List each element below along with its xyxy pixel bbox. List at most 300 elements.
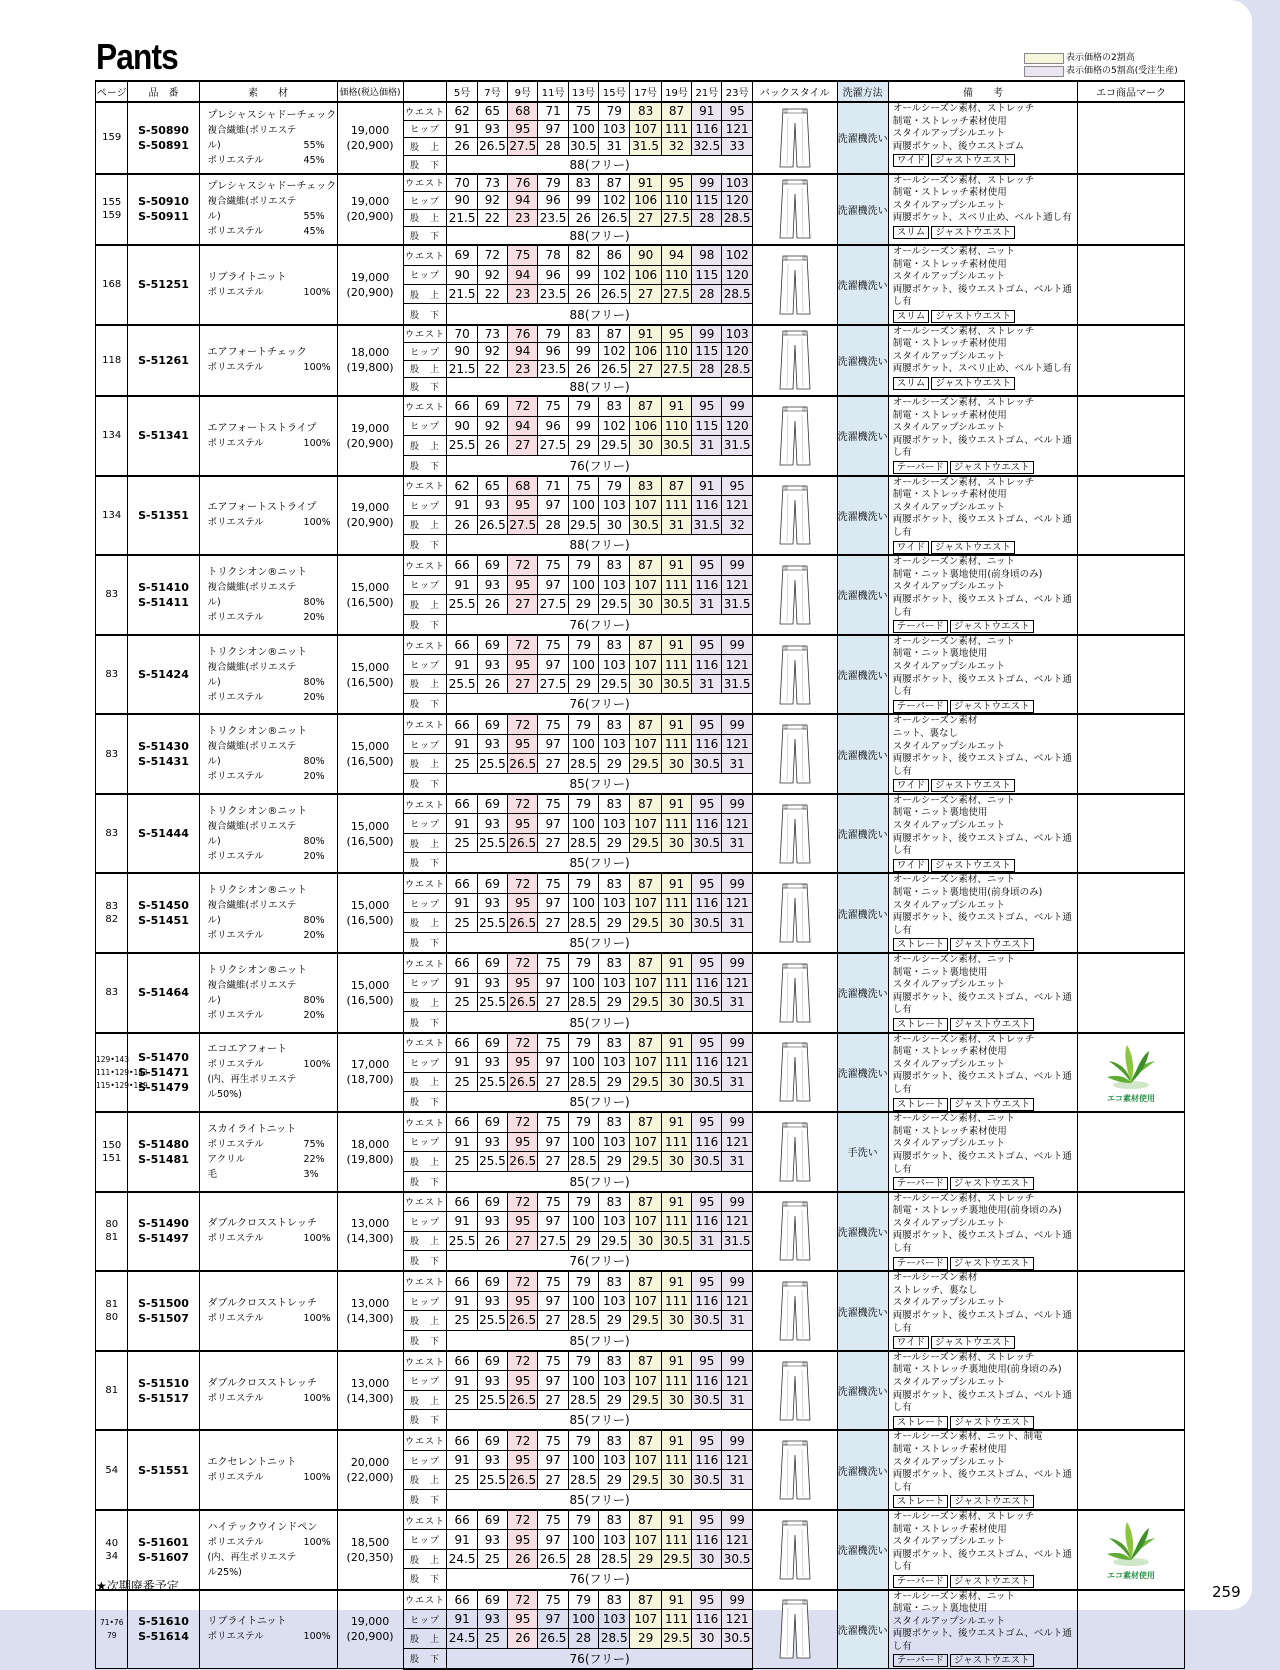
style-tag: ジャストウエスト [931,154,1015,167]
size-value: 115 [692,416,722,435]
style-tags [893,1256,1077,1271]
row-label: 股 下 [403,614,447,635]
size-value: 62 [447,102,477,120]
price-value: 15,000 [350,978,390,992]
size-value: 28.5 [722,284,752,303]
size-value: 102 [599,192,630,210]
size-value: 25.5 [447,595,477,614]
page-ref-value: 115•129•139 [96,1080,148,1090]
size-value: 83 [599,1271,630,1291]
size-value: 95 [661,325,691,343]
header-eco-mark: エコ商品マーク [1078,81,1185,102]
size-value: 69 [447,245,477,265]
page-ref [96,1112,128,1192]
size-value: 93 [477,1132,507,1151]
style-tag: ジャストウエスト [950,620,1034,633]
size-value: 75 [538,1192,568,1212]
size-value: 121 [722,1053,752,1072]
price-tax-included: (16,500) [346,595,394,609]
size-value: 107 [630,1609,661,1628]
row-label: 股 下 [403,853,447,874]
material-line [208,804,337,819]
size-value: 75 [508,245,538,265]
size-value: 26 [568,284,598,303]
material-line [208,819,337,849]
size-value: 95 [692,555,722,575]
material-name: トリクシオン®ニット [207,566,307,578]
size-value: 28 [692,360,722,378]
style-tags [893,540,1077,555]
price-tax-included: (20,900) [346,285,394,299]
style-tag: テーパード [893,1654,948,1667]
back-style-image [752,1590,837,1669]
price [337,1112,403,1192]
size-value: 116 [692,575,722,594]
remark-line: オールシーズン素材、ニット [892,1590,1016,1602]
remarks [888,174,1077,246]
size-value: 92 [477,265,507,284]
size-value: 29.5 [599,1231,630,1250]
remarks [888,953,1077,1033]
size-value: 99 [722,714,752,734]
size-value: 97 [538,1371,568,1390]
size-value: 103 [599,1291,630,1310]
size-value: 97 [538,1132,568,1151]
size-value: 102 [722,245,752,265]
price-tax-included: (16,500) [346,914,394,928]
inseam-value: 88(フリー) [447,155,752,174]
inseam-value: 76(フリー) [447,614,752,635]
size-value: 93 [477,1371,507,1390]
style-tags [893,858,1077,873]
material-name: 複合繊維(ポリエステル) [207,196,297,223]
size-value: 100 [568,1132,598,1151]
material [199,1590,337,1669]
size-value: 29 [599,1152,630,1171]
page-ref-value: 134 [102,509,122,521]
size-value: 121 [722,575,752,594]
size-value: 28 [568,1629,598,1648]
size-value: 110 [661,265,691,284]
row-label: 股 下 [403,455,447,476]
remark-line: オールシーズン素材 [892,715,978,727]
size-value: 87 [630,1351,661,1371]
size-value: 68 [508,102,538,120]
material-name: エアフォートストライプ [207,422,317,434]
style-tags [893,1097,1077,1112]
size-value: 72 [508,1351,538,1371]
size-value: 27.5 [663,210,690,225]
remark-line: 両腰ポケット、後ウエストゴム、ベルト通し有 [892,283,1072,308]
size-value: 100 [568,734,598,753]
table-row [96,953,1185,973]
remark-line: 両腰ポケット、後ウエストゴム [892,140,1025,152]
size-value: 27.5 [538,674,568,693]
size-value: 31 [722,1470,752,1489]
size-value: 99 [722,873,752,893]
pants-back-icon [777,484,813,546]
row-label: ヒップ [403,1053,447,1072]
size-value: 66 [447,1430,477,1450]
size-value: 91 [661,1590,691,1610]
back-style-image [752,396,837,476]
eco-mark [1078,1510,1185,1590]
wash-method: 洗濯機洗い [837,1192,888,1272]
price-value: 19,000 [350,1615,390,1629]
page-ref-value: 80 [105,1219,119,1231]
part-number-value: S-51464 [138,986,189,1000]
eco-mark [1078,1590,1185,1669]
size-value: 93 [477,496,507,515]
remark-line: 制電・ストレッチ素材使用 [892,489,1007,501]
size-value: 91 [447,1212,477,1231]
material [199,1033,337,1113]
page-ref [96,714,128,794]
size-value: 121 [722,973,752,992]
header-price: 価格(税込価格) [337,81,403,102]
inseam-value: 85(フリー) [447,853,752,874]
size-value: 91 [661,1271,691,1291]
size-value: 86 [599,245,630,265]
page-ref-value: 83 [105,748,119,760]
price [337,555,403,635]
size-value: 29 [599,1390,630,1409]
table-row [96,396,1185,416]
header-size-15: 15号 [599,81,630,102]
price-value: 15,000 [350,899,390,913]
size-value: 103 [599,1609,630,1628]
size-value: 103 [599,120,630,138]
part-number-value: S-51351 [138,508,189,522]
size-value: 32.5 [693,139,721,154]
row-label: ウエスト [403,102,447,120]
size-value: 100 [568,1450,598,1469]
price-tax-included: (19,800) [346,361,394,375]
size-value: 116 [692,814,722,833]
size-value: 83 [599,1192,630,1212]
remark-line: 両腰ポケット、後ウエストゴム、ベルト通し有 [892,991,1072,1016]
size-value: 111 [661,1530,691,1549]
part-number [128,325,199,397]
size-value: 29 [630,1549,661,1568]
size-value: 97 [538,575,568,594]
row-label: 股 下 [403,1012,447,1033]
pants-back-icon [777,644,813,706]
size-value: 69 [477,635,507,655]
size-value: 95 [508,1291,538,1310]
material-line [208,224,337,239]
size-value: 22 [477,209,507,227]
size-value: 93 [477,1053,507,1072]
remarks [888,396,1077,476]
price-tax-included: (20,350) [346,1550,394,1564]
material-percent: 100% [303,362,331,374]
price [337,953,403,1033]
back-style-image [752,245,837,325]
part-number-value: S-51507 [138,1312,189,1326]
remark-line: 両腰ポケット、後ウエストゴム、ベルト通し有 [892,514,1072,538]
size-value: 69 [477,714,507,734]
page-ref [96,794,128,874]
material [199,1430,337,1510]
size-value: 79 [568,1430,598,1450]
size-value: 29.5 [599,595,630,614]
row-label: ウエスト [403,1590,447,1610]
page-ref-value: 118 [102,354,122,366]
size-value: 30 [692,1549,722,1568]
size-value: 31 [722,754,752,773]
style-tags [893,376,1077,391]
material-name: ポリエステル [207,691,264,703]
size-value: 27.5 [538,1231,568,1250]
eco-mark [1078,1351,1185,1431]
remark-line: オールシーズン素材、ニット、制電 [892,1431,1043,1443]
size-value: 94 [508,192,538,210]
eco-mark [1078,245,1185,325]
material-name: プレシャスシャドーチェック [207,181,337,193]
material-percent: 45% [303,154,325,166]
material-name: ポリエステル [207,517,264,529]
size-value: 28.5 [568,1470,598,1489]
size-value: 121 [722,893,752,912]
part-number-value: S-50911 [138,210,189,224]
size-value: 83 [599,1033,630,1053]
size-value: 83 [599,953,630,973]
material-name: アクリル [207,1153,246,1165]
table-header-row [96,81,1185,102]
material-line [208,1614,337,1629]
size-value: 31.5 [722,436,752,455]
row-label: ヒップ [403,343,447,361]
material-percent: 100% [303,1233,331,1245]
row-label: ウエスト [403,1351,447,1371]
back-style-image [752,873,837,953]
style-tags [893,1494,1077,1509]
leaf-icon [1103,1518,1159,1568]
size-value: 25 [447,992,477,1011]
row-label: ヒップ [403,1371,447,1390]
size-value: 100 [568,496,598,515]
row-label: 股 下 [403,155,447,174]
price [337,245,403,325]
size-value: 103 [599,734,630,753]
table-row [96,245,1185,265]
style-tag: テーパード [893,1257,948,1270]
size-value: 30.5 [661,595,691,614]
size-value: 111 [661,814,691,833]
size-value: 31 [722,1152,752,1171]
remark-line: 両腰ポケット、スベリ止め、ベルト通し有 [892,363,1072,375]
page-ref [96,873,128,953]
size-value: 93 [477,575,507,594]
eco-label: エコ素材使用 [1107,1093,1156,1103]
price-tax-included: (18,700) [346,1073,394,1087]
eco-mark [1078,476,1185,556]
inseam-value: 76(フリー) [447,1648,752,1668]
size-value: 91 [447,1053,477,1072]
size-value: 79 [568,1510,598,1530]
back-style-image [752,1510,837,1590]
size-value: 30 [661,1390,691,1409]
size-value: 66 [447,1192,477,1212]
price-tax-included: (20,900) [346,1630,394,1644]
remarks [888,1590,1077,1669]
part-number [128,873,199,953]
size-value: 91 [692,102,722,120]
remark-line: 両腰ポケット、後ウエストゴム、ベルト通し有 [892,753,1072,777]
material-line [208,1376,337,1391]
pants-back-icon [777,1041,813,1103]
size-value: 71 [538,102,568,120]
row-label: 股 上 [403,1549,447,1568]
part-number [128,1590,199,1669]
style-tag: ワイド [893,154,929,167]
size-value: 91 [447,814,477,833]
size-value: 72 [508,635,538,655]
size-value: 99 [722,1430,752,1450]
size-value: 106 [630,343,661,361]
remark-line: オールシーズン素材、ニット [892,556,1016,568]
remark-line: 両腰ポケット、後ウエストゴム、ベルト通し有 [892,1628,1072,1652]
size-value: 28 [692,209,722,227]
part-number-value: S-51480 [138,1137,189,1151]
legend-label-20pct: 表示価格の2割高 [1066,53,1135,63]
remark-line: オールシーズン素材、ストレッチ [892,397,1035,409]
remark-line: スタイルアップシルエット [892,1058,1006,1070]
size-value: 120 [722,416,752,435]
size-value: 107 [630,734,661,753]
size-value: 95 [508,1212,538,1231]
page-ref-value: 81 [105,1232,119,1244]
size-value: 93 [477,120,507,138]
remark-line: 制電・ストレッチ裏地使用(前身頃のみ) [892,1364,1062,1376]
remark-line: 両腰ポケット、後ウエストゴム、ベルト通し有 [892,1310,1072,1334]
row-label: ウエスト [403,1430,447,1450]
page-ref [96,174,128,246]
part-number [128,953,199,1033]
size-value: 96 [538,343,568,361]
size-value: 116 [692,734,722,753]
size-value: 62 [447,476,477,496]
size-value: 111 [661,1609,691,1628]
material-line [208,928,337,943]
size-value: 82 [568,245,598,265]
page-ref-value: 129•143 [96,1054,130,1064]
size-value: 87 [630,1033,661,1053]
size-value: 25.5 [477,992,507,1011]
header-size-9: 9号 [508,81,538,102]
remark-line: 制電・ストレッチ素材使用 [892,1046,1007,1058]
page-ref [96,1192,128,1272]
remark-line: 制電・ストレッチ素材使用 [892,258,1007,270]
material [199,174,337,246]
eco-mark [1078,794,1185,874]
style-tag: ジャストウエスト [931,779,1015,792]
material [199,476,337,556]
size-value: 25 [447,1470,477,1489]
size-value: 69 [477,1112,507,1132]
price [337,1430,403,1510]
size-value: 27 [630,209,661,227]
remark-line: スタイルアップシルエット [892,820,1006,832]
size-value: 96 [538,416,568,435]
style-tags [893,699,1077,714]
size-value: 27 [538,992,568,1011]
row-label: ウエスト [403,476,447,496]
size-value: 25.5 [477,754,507,773]
material [199,953,337,1033]
remarks [888,1192,1077,1272]
size-value: 83 [599,714,630,734]
material-line [208,123,337,153]
size-value: 72 [508,1192,538,1212]
remark-line: スタイルアップシルエット [892,979,1006,991]
material-percent: 20% [303,691,325,703]
material-line [208,270,337,285]
size-value: 94 [508,265,538,284]
page-ref [96,325,128,397]
size-value: 75 [538,1510,568,1530]
inseam-value: 88(フリー) [447,535,752,556]
size-value: 95 [722,102,752,120]
row-label: ウエスト [403,174,447,192]
page-ref-value: 71•76 [99,1618,124,1628]
remark-line: スタイルアップシルエット [892,1217,1006,1229]
material [199,714,337,794]
row-label: ヒップ [403,575,447,594]
material-name: トリクシオン®ニット [207,885,307,897]
row-label: 股 上 [403,1311,447,1330]
material-line [208,565,337,580]
size-value: 79 [568,1271,598,1291]
material-name: ポリエステル [207,154,264,166]
size-value: 31 [722,1311,752,1330]
remark-line: スタイルアップシルエット [892,501,1006,513]
material-percent: 100% [303,517,331,529]
size-value: 27 [538,1311,568,1330]
size-value: 28.5 [599,1549,630,1568]
size-value: 26.5 [599,360,630,378]
remark-line: オールシーズン素材、ニット [892,874,1016,886]
size-value: 97 [538,1530,568,1549]
size-value: 72 [477,245,507,265]
price-value: 17,000 [350,1058,390,1072]
row-label: ウエスト [403,714,447,734]
material-line [208,660,337,690]
price-tax-included: (14,300) [346,1391,394,1405]
size-value: 107 [630,1132,661,1151]
size-value: 25.5 [447,436,477,455]
size-value: 72 [508,1510,538,1530]
size-value: 111 [661,120,691,138]
material-line [208,194,337,224]
part-number [128,245,199,325]
material-name: ポリエステル [207,1392,264,1404]
page-ref-value: 150 [102,1139,122,1151]
table-row [96,476,1185,496]
material-name: ポリエステル [207,362,264,374]
size-value: 23 [508,284,538,303]
size-value: 30 [661,1470,691,1489]
size-value: 30 [661,1152,691,1171]
row-label: 股 上 [403,674,447,693]
material-name: ポリエステル [207,1059,264,1071]
size-value: 99 [692,174,722,192]
size-value: 91 [661,635,691,655]
size-value: 30 [661,913,691,932]
material-line [208,1122,337,1137]
remark-line: 制電・ストレッチ素材使用 [892,338,1007,350]
